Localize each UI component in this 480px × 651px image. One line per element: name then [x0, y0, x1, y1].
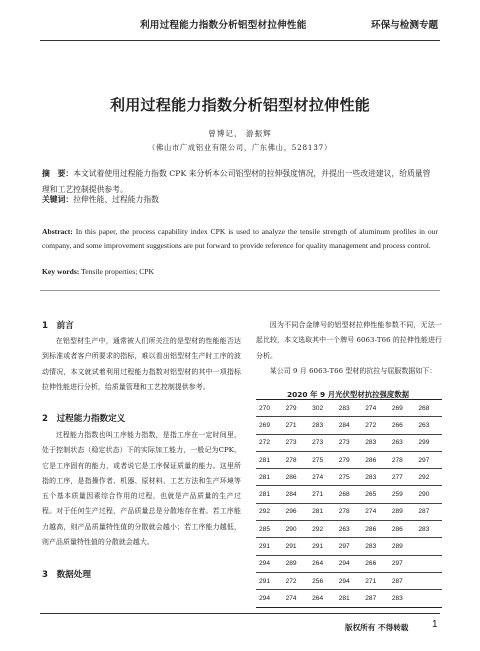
table-cell: 294 — [256, 555, 283, 572]
table-cell: 287 — [415, 503, 442, 520]
abstract-divider — [40, 290, 440, 291]
table-cell: 274 — [362, 400, 389, 417]
table-cell: 289 — [389, 503, 416, 520]
table-cell — [415, 572, 442, 589]
table-cell: 272 — [283, 572, 310, 589]
page-number: 1 — [432, 619, 438, 630]
table-cell: 279 — [336, 451, 363, 468]
table-cell: 283 — [415, 521, 442, 538]
section-1-heading: 1 前言 — [42, 321, 74, 331]
table-cell: 274 — [309, 469, 336, 486]
table-cell: 283 — [309, 417, 336, 434]
table-cell: 287 — [362, 590, 389, 607]
table-cell: 278 — [389, 451, 416, 468]
table-cell: 279 — [283, 400, 310, 417]
section-3-heading: 3 数据处理 — [42, 570, 91, 580]
table-cell: 297 — [336, 538, 363, 555]
table-cell: 285 — [256, 521, 283, 538]
keywords-cn — [42, 194, 438, 205]
table-cell: 281 — [336, 590, 363, 607]
table-cell: 294 — [256, 590, 283, 607]
table-row — [256, 469, 442, 486]
table-cell: 283 — [389, 590, 416, 607]
table-cell: 273 — [283, 434, 310, 451]
table-row — [256, 451, 442, 468]
table-row — [256, 590, 442, 607]
tensile-data-table — [256, 399, 442, 608]
table-cell: 296 — [283, 503, 310, 520]
table-row — [256, 538, 442, 555]
running-header-title: 利用过程能力指数分析铝型材拉伸性能 — [140, 20, 307, 31]
right-paragraph-1: 因为不同合金牌号的铝型材拉伸性能参数不同，无法一起比较，本文选取其中一个牌号 6063-T66 的拉伸性能进行分析。 — [256, 321, 442, 360]
table-cell: 278 — [336, 503, 363, 520]
table-cell: 275 — [336, 469, 363, 486]
table-cell: 272 — [362, 417, 389, 434]
table-row — [256, 400, 442, 417]
table-cell: 297 — [415, 451, 442, 468]
abstract-cn-label: 摘 要： — [42, 169, 74, 178]
abstract-en-label: Abstract: — [42, 227, 73, 236]
table-row — [256, 434, 442, 451]
table-cell: 264 — [309, 555, 336, 572]
table-cell: 289 — [283, 555, 310, 572]
copyright-notice: 版权所有 不得转载 — [345, 623, 409, 632]
table-cell: 278 — [283, 451, 310, 468]
keywords-cn-text: 拉伸性能、过程能力指数 — [73, 195, 159, 204]
table-cell: 277 — [389, 469, 416, 486]
table-row — [256, 521, 442, 538]
table-cell: 273 — [336, 434, 363, 451]
table-cell: 275 — [309, 451, 336, 468]
table-cell: 268 — [336, 486, 363, 503]
table-cell: 271 — [309, 486, 336, 503]
table-cell: 290 — [415, 486, 442, 503]
abstract-en — [42, 225, 438, 253]
abstract-en-text: In this paper, the process capability index CPK is used to analyze the tensile strength of aluminum profiles in our company, and some improvement suggestions are put forward to provide reference for quality management and process control. — [42, 227, 438, 250]
table-cell: 297 — [389, 555, 416, 572]
table-cell: 290 — [283, 521, 310, 538]
section-2-body: 过程能力指数也叫工序能力指数，是指工序在一定时间里，处于控制状态（稳定状态）下的实际加工能力，一般记为CPK。它是工序固有的能力，或者说它是工序保证质量的能力。这里所指的工序，是指操作者、机器、原材料、工艺方法和生产环境等五个基本质量因素综合作用的过程，也就是产品质量的生产过程。对于任何生产过程，产品质量总是分散地存在着。若工序能力越高，则产品质量特性值的分散就会越小；若工序能力越低，则产品质量特性值的分散就会越大。 — [42, 431, 241, 547]
abstract-cn-text: 本文试着使用过程能力指数 CPK 来分析本公司铝型材的拉伸强度情况，并提出一些改进建议，给质量管理和工艺控制提供参考。 — [42, 169, 431, 194]
table-cell: 291 — [283, 538, 310, 555]
table-cell: 302 — [309, 400, 336, 417]
table-row — [256, 417, 442, 434]
table-cell: 274 — [362, 503, 389, 520]
keywords-en-label: Key words: — [42, 267, 80, 276]
table-cell: 281 — [256, 451, 283, 468]
table-cell: 283 — [362, 434, 389, 451]
table-cell: 292 — [309, 521, 336, 538]
table-cell: 289 — [389, 538, 416, 555]
table-cell: 281 — [256, 486, 283, 503]
table-cell: 272 — [256, 434, 283, 451]
table-cell: 286 — [389, 521, 416, 538]
table-row — [256, 486, 442, 503]
table-cell: 269 — [256, 417, 283, 434]
table-cell: 259 — [389, 486, 416, 503]
table-cell: 283 — [362, 469, 389, 486]
table-cell: 291 — [256, 538, 283, 555]
header-divider — [40, 40, 440, 41]
table-cell: 286 — [362, 521, 389, 538]
table-cell: 291 — [309, 538, 336, 555]
section-2-heading: 2 过程能力指数定义 — [42, 414, 126, 424]
right-paragraph-2: 某公司 9 月 6063-T66 型材的抗拉与屈服数据如下： — [269, 367, 437, 375]
table-cell — [415, 590, 442, 607]
table-cell — [415, 538, 442, 555]
article-authors: 曾博记， 游振辉 — [208, 129, 272, 138]
table-row — [256, 572, 442, 589]
table-row — [256, 555, 442, 572]
table-cell: 271 — [283, 417, 310, 434]
table-cell: 266 — [389, 417, 416, 434]
table-cell: 263 — [336, 521, 363, 538]
table-cell: 283 — [362, 538, 389, 555]
keywords-en — [42, 267, 438, 276]
table-cell: 294 — [336, 572, 363, 589]
table-cell: 292 — [415, 469, 442, 486]
table-cell: 269 — [389, 400, 416, 417]
table-cell: 264 — [309, 590, 336, 607]
table-cell: 294 — [336, 555, 363, 572]
table-cell — [415, 555, 442, 572]
table-cell: 271 — [362, 572, 389, 589]
table-cell: 263 — [389, 434, 416, 451]
table-cell: 270 — [256, 400, 283, 417]
article-title: 利用过程能力指数分析铝型材拉伸性能 — [109, 96, 371, 114]
table-cell: 284 — [336, 417, 363, 434]
table-cell: 286 — [362, 451, 389, 468]
footer-divider — [40, 613, 440, 614]
table-cell: 265 — [362, 486, 389, 503]
table-cell: 256 — [309, 572, 336, 589]
table-row — [256, 503, 442, 520]
table-cell: 284 — [283, 486, 310, 503]
table-cell: 273 — [309, 434, 336, 451]
table-cell: 263 — [415, 417, 442, 434]
table-cell: 299 — [415, 434, 442, 451]
table-cell: 291 — [256, 572, 283, 589]
table-cell: 287 — [389, 572, 416, 589]
table-cell: 268 — [415, 400, 442, 417]
keywords-en-text: Tensile properties; CPK — [81, 267, 154, 276]
running-header-section: 环保与检测专题 — [371, 20, 439, 31]
table-cell: 281 — [309, 503, 336, 520]
table-cell: 283 — [336, 400, 363, 417]
table-cell: 274 — [283, 590, 310, 607]
section-1-body: 在铝型材生产中，通常被人们所关注的是型材的性能能否达到标准或者客户所要求的指标，难以看出铝型材生产时工序的波动情况，本文就试着利用过程能力指数对铝型材的其中一项指标拉伸性能进行分析，给质量管理和工艺控制提供参考。 — [42, 337, 241, 391]
table-cell: 286 — [283, 469, 310, 486]
table-cell: 292 — [256, 503, 283, 520]
keywords-cn-label: 关键词： — [42, 195, 74, 204]
table-cell: 266 — [362, 555, 389, 572]
table-title: 2020 年 9 月光伏型材抗拉强度数据 — [286, 390, 410, 399]
article-affiliation: （佛山市广成铝业有限公司，广东佛山，528137） — [147, 143, 332, 152]
table-cell: 281 — [256, 469, 283, 486]
